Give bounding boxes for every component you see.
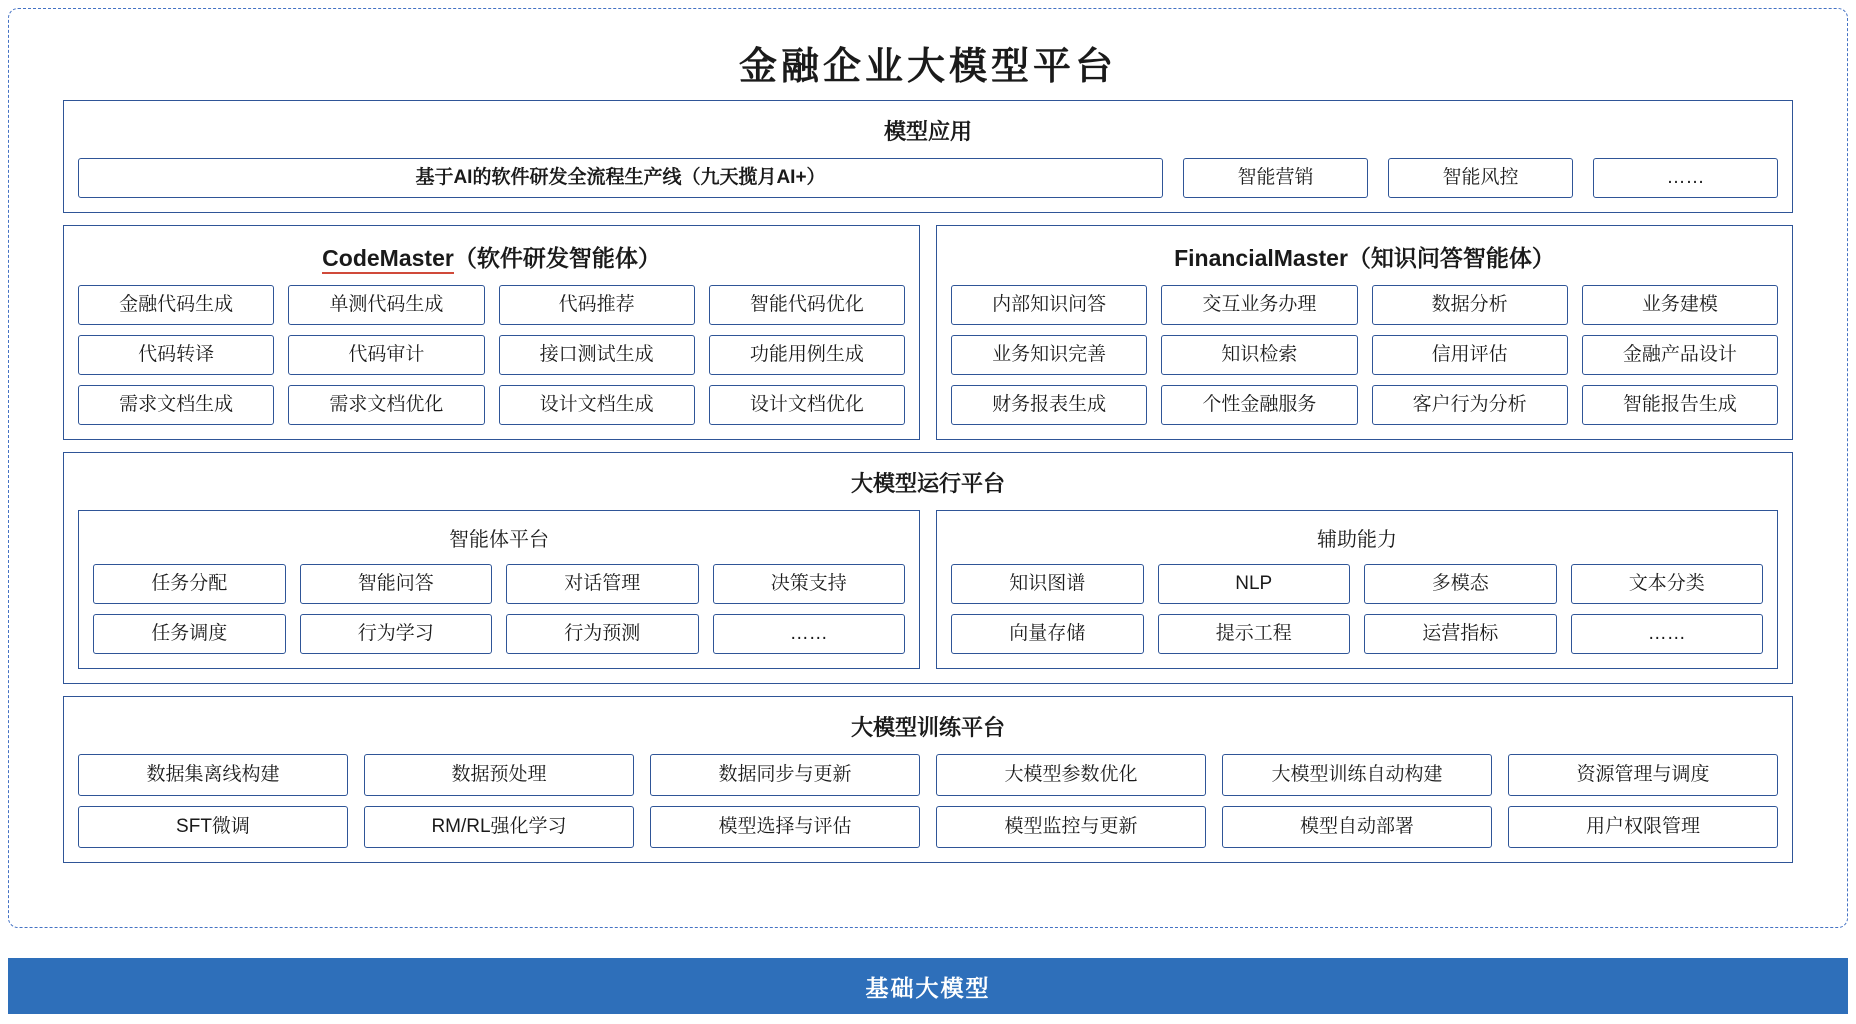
support-capability-items <box>951 564 1763 654</box>
agent-financialmaster-panel <box>936 225 1793 440</box>
agent-codemaster-panel <box>63 225 920 440</box>
foundation-model-bar <box>8 958 1848 1014</box>
agent-codemaster-suffix: （软件研发智能体） <box>453 245 661 271</box>
training-item-2[interactable]: 数据同步与更新 <box>650 754 920 796</box>
training-item-11[interactable]: 用户权限管理 <box>1508 806 1778 848</box>
training-platform-items <box>78 754 1778 848</box>
codemaster-item-10[interactable]: 设计文档生成 <box>499 385 695 425</box>
codemaster-item-7[interactable]: 功能用例生成 <box>709 335 905 375</box>
codemaster-item-2[interactable]: 代码推荐 <box>499 285 695 325</box>
support-capability-item-3[interactable]: 文本分类 <box>1571 564 1764 604</box>
model-application-items <box>78 158 1778 198</box>
agent-codemaster-title <box>78 240 905 273</box>
agent-platform-item-5[interactable]: 行为学习 <box>300 614 493 654</box>
financialmaster-item-4[interactable]: 业务知识完善 <box>951 335 1147 375</box>
financialmaster-item-9[interactable]: 个性金融服务 <box>1161 385 1357 425</box>
runtime-platform-title: 大模型运行平台 <box>850 471 1005 496</box>
training-item-8[interactable]: 模型选择与评估 <box>650 806 920 848</box>
codemaster-item-1[interactable]: 单测代码生成 <box>288 285 484 325</box>
support-capability-item-7[interactable]: …… <box>1571 614 1764 654</box>
training-platform-panel <box>63 696 1793 863</box>
training-item-0[interactable]: 数据集离线构建 <box>78 754 348 796</box>
model-application-item-riskcontrol[interactable]: 智能风控 <box>1388 158 1573 198</box>
agent-platform-item-2[interactable]: 对话管理 <box>506 564 699 604</box>
agent-platform-title: 智能体平台 <box>449 529 549 551</box>
agent-platform-group <box>78 510 920 669</box>
training-platform-title: 大模型训练平台 <box>850 715 1005 740</box>
support-capability-title: 辅助能力 <box>1317 529 1397 551</box>
support-capability-group <box>936 510 1778 669</box>
financialmaster-item-8[interactable]: 财务报表生成 <box>951 385 1147 425</box>
codemaster-item-3[interactable]: 智能代码优化 <box>709 285 905 325</box>
model-application-item-pipeline[interactable]: 基于AI的软件研发全流程生产线（九天揽月AI+） <box>78 158 1163 198</box>
model-application-title: 模型应用 <box>883 119 972 144</box>
agents-row <box>63 225 1793 440</box>
agent-platform-item-1[interactable]: 智能问答 <box>300 564 493 604</box>
support-capability-item-0[interactable]: 知识图谱 <box>951 564 1144 604</box>
financialmaster-item-11[interactable]: 智能报告生成 <box>1582 385 1778 425</box>
support-capability-item-1[interactable]: NLP <box>1158 564 1351 604</box>
training-item-9[interactable]: 模型监控与更新 <box>936 806 1206 848</box>
financialmaster-item-3[interactable]: 业务建模 <box>1582 285 1778 325</box>
financialmaster-item-10[interactable]: 客户行为分析 <box>1372 385 1568 425</box>
codemaster-item-8[interactable]: 需求文档生成 <box>78 385 274 425</box>
financialmaster-item-0[interactable]: 内部知识问答 <box>951 285 1147 325</box>
training-item-5[interactable]: 资源管理与调度 <box>1508 754 1778 796</box>
training-item-1[interactable]: 数据预处理 <box>364 754 634 796</box>
agent-financialmaster-title <box>951 240 1778 273</box>
agent-codemaster-name: CodeMaster <box>322 245 454 274</box>
financialmaster-item-5[interactable]: 知识检索 <box>1161 335 1357 375</box>
agent-platform-items <box>93 564 905 654</box>
page-title: 金融企业大模型平台 <box>738 44 1117 88</box>
agent-financialmaster-suffix: （知识问答智能体） <box>1347 245 1555 271</box>
financialmaster-item-1[interactable]: 交互业务办理 <box>1161 285 1357 325</box>
codemaster-item-0[interactable]: 金融代码生成 <box>78 285 274 325</box>
training-item-7[interactable]: RM/RL强化学习 <box>364 806 634 848</box>
financialmaster-item-2[interactable]: 数据分析 <box>1372 285 1568 325</box>
model-application-item-marketing[interactable]: 智能营销 <box>1183 158 1368 198</box>
agent-platform-item-4[interactable]: 任务调度 <box>93 614 286 654</box>
support-capability-item-6[interactable]: 运营指标 <box>1364 614 1557 654</box>
agent-platform-item-7[interactable]: …… <box>713 614 906 654</box>
codemaster-item-4[interactable]: 代码转译 <box>78 335 274 375</box>
training-item-4[interactable]: 大模型训练自动构建 <box>1222 754 1492 796</box>
training-item-6[interactable]: SFT微调 <box>78 806 348 848</box>
agent-financialmaster-items <box>951 285 1778 425</box>
agent-platform-item-0[interactable]: 任务分配 <box>93 564 286 604</box>
agent-codemaster-items <box>78 285 905 425</box>
financialmaster-item-6[interactable]: 信用评估 <box>1372 335 1568 375</box>
codemaster-item-9[interactable]: 需求文档优化 <box>288 385 484 425</box>
model-application-panel <box>63 100 1793 213</box>
training-item-3[interactable]: 大模型参数优化 <box>936 754 1206 796</box>
financialmaster-item-7[interactable]: 金融产品设计 <box>1582 335 1778 375</box>
agent-platform-item-6[interactable]: 行为预测 <box>506 614 699 654</box>
runtime-platform-panel <box>63 452 1793 684</box>
runtime-platform-groups <box>78 510 1778 669</box>
codemaster-item-6[interactable]: 接口测试生成 <box>499 335 695 375</box>
platform-outer-frame <box>8 8 1848 928</box>
model-application-item-more[interactable]: …… <box>1593 158 1778 198</box>
codemaster-item-5[interactable]: 代码审计 <box>288 335 484 375</box>
support-capability-item-5[interactable]: 提示工程 <box>1158 614 1351 654</box>
agent-platform-item-3[interactable]: 决策支持 <box>713 564 906 604</box>
codemaster-item-11[interactable]: 设计文档优化 <box>709 385 905 425</box>
agent-financialmaster-name: FinancialMaster <box>1174 245 1348 271</box>
support-capability-item-2[interactable]: 多模态 <box>1364 564 1557 604</box>
support-capability-item-4[interactable]: 向量存储 <box>951 614 1144 654</box>
training-item-10[interactable]: 模型自动部署 <box>1222 806 1492 848</box>
foundation-model-label: 基础大模型 <box>865 974 991 1001</box>
